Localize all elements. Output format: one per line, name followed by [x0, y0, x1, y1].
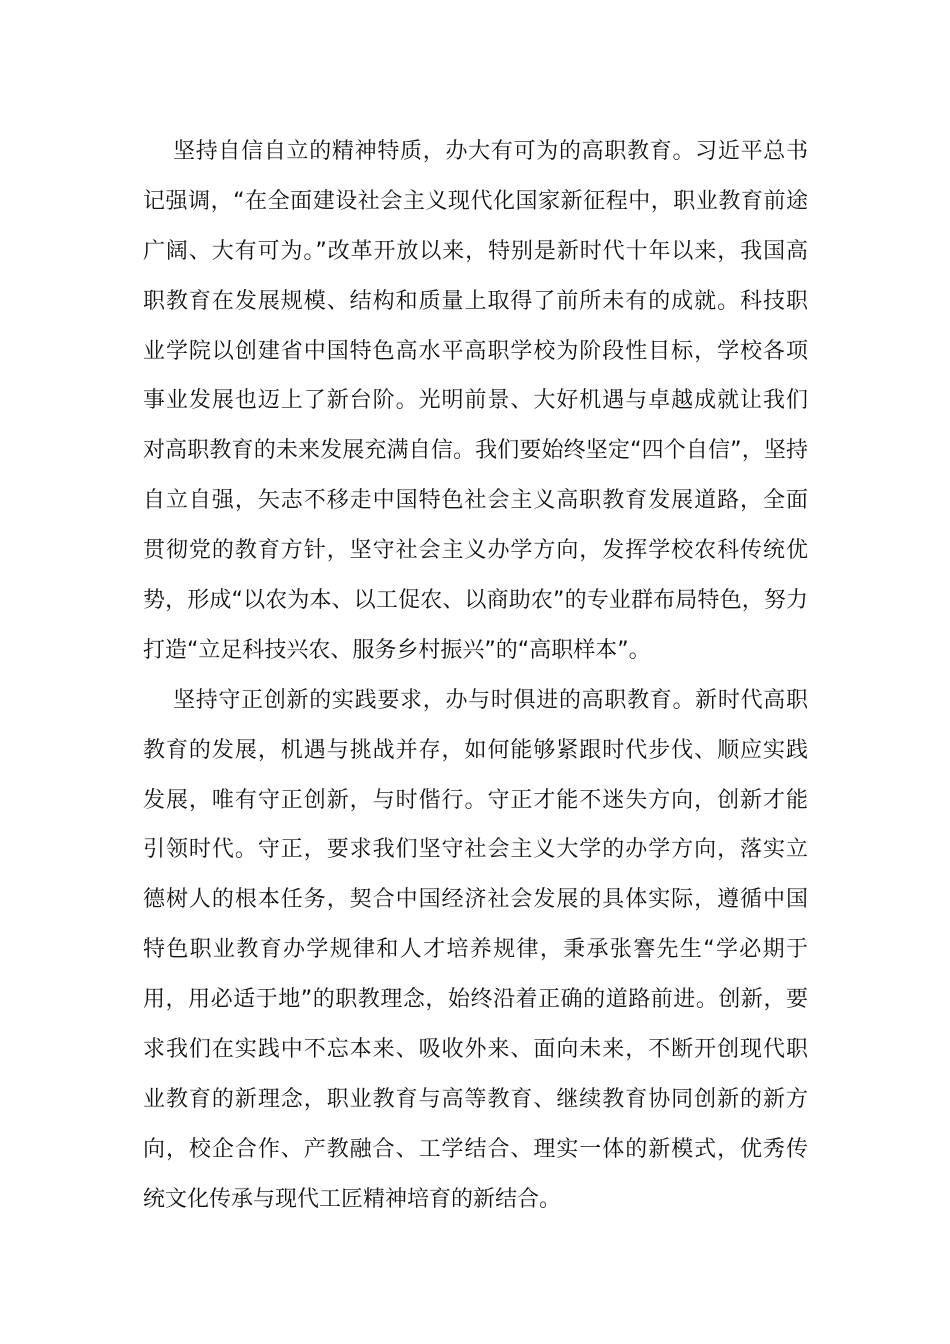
text-line: 事业发展也迈上了新台阶。光明前景、大好机遇与卓越成就让我们 — [143, 388, 808, 414]
text-line: 发展，唯有守正创新，与时偕行。守正才能不迷失方向，创新才能 — [143, 787, 808, 813]
text-line: 贯彻党的教育方针，坚守社会主义办学方向，发挥学校农科传统优 — [143, 538, 808, 564]
body-text — [143, 127, 808, 1225]
paragraph-2 — [143, 676, 808, 1225]
text-line: 向，校企合作、产教融合、工学结合、理实一体的新模式，优秀传 — [143, 1136, 808, 1162]
text-line: 职教育在发展规模、结构和质量上取得了前所未有的成就。科技职 — [143, 288, 808, 314]
text-line: 特色职业教育办学规律和人才培养规律，秉承张謇先生“学必期于 — [143, 937, 808, 963]
text-line: 引领时代。守正，要求我们坚守社会主义大学的办学方向，落实立 — [143, 837, 808, 863]
text-line: 业学院以创建省中国特色高水平高职学校为阶段性目标，学校各项 — [143, 338, 808, 364]
text-line: 打造“立足科技兴农、服务乡村振兴”的“高职样本”。 — [143, 637, 651, 663]
text-line: 坚持自信自立的精神特质，办大有可为的高职教育。习近平总书 — [173, 139, 808, 164]
text-line: 统文化传承与现代工匠精神培育的新结合。 — [143, 1186, 562, 1212]
text-line: 广阔、大有可为。”改革开放以来，特别是新时代十年以来，我国高 — [143, 238, 808, 264]
text-line: 业教育的新理念，职业教育与高等教育、继续教育协同创新的新方 — [143, 1086, 808, 1112]
paragraph-1 — [143, 127, 808, 676]
text-line: 求我们在实践中不忘本来、吸收外来、面向未来，不断开创现代职 — [143, 1037, 808, 1063]
text-line: 对高职教育的未来发展充满自信。我们要始终坚定“四个自信”，坚持 — [143, 438, 808, 464]
text-line: 教育的发展，机遇与挑战并存，如何能够紧跟时代步伐、顺应实践 — [143, 737, 808, 763]
text-line: 自立自强，矢志不移走中国特色社会主义高职教育发展道路，全面 — [143, 488, 808, 514]
text-line: 用，用必适于地”的职教理念，始终沿着正确的道路前进。创新，要 — [143, 987, 808, 1013]
text-line: 势，形成“以农为本、以工促农、以商助农”的专业群布局特色，努力 — [143, 588, 808, 614]
text-line: 德树人的根本任务，契合中国经济社会发展的具体实际，遵循中国 — [143, 887, 808, 913]
text-line: 记强调，“在全面建设社会主义现代化国家新征程中，职业教育前途 — [143, 188, 808, 214]
text-line: 坚持守正创新的实践要求，办与时俱进的高职教育。新时代高职 — [173, 687, 808, 713]
